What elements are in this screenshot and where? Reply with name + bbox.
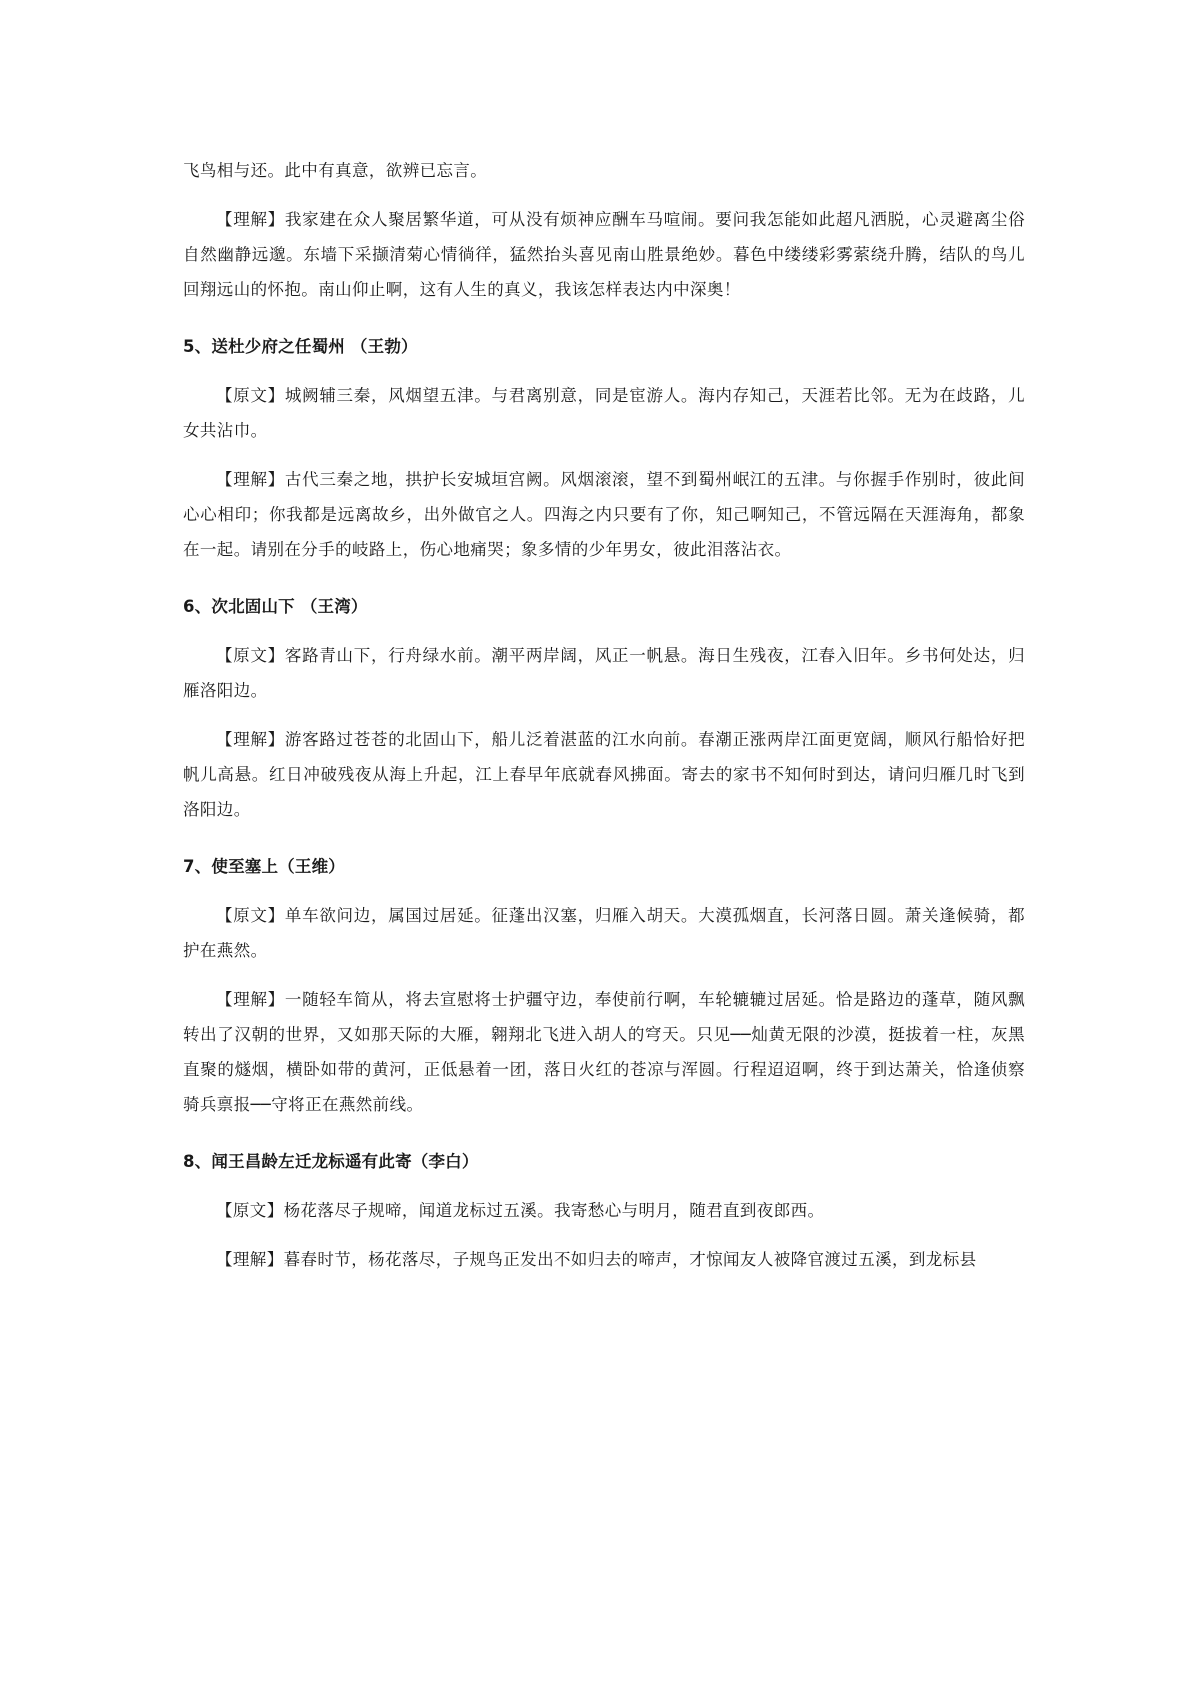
original-paragraph: 【原文】单车欲问边，属国过居延。征蓬出汉塞，归雁入胡天。大漠孤烟直，长河落日圆。萧关逢候骑，都护在燕然。 — [183, 906, 1025, 960]
understanding-paragraph: 【理解】游客路过苍苍的北固山下，船儿泛着湛蓝的江水向前。春潮正涨两岸江面更宽阔，顺风行船恰好把帆儿高悬。红日冲破残夜从海上升起，江上春早年底就春风拂面。寄去的家书不知何时到达，请问归雁几时飞到洛阳边。 — [183, 730, 1025, 819]
original-paragraph: 【原文】杨花落尽子规啼，闻道龙标过五溪。我寄愁心与明月，随君直到夜郎西。 — [216, 1201, 825, 1220]
poem-section-6 — [183, 589, 1025, 827]
understanding-paragraph: 【理解】一随轻车简从，将去宣慰将士护疆守边，奉使前行啊，车轮辘辘过居延。恰是路边的蓬草，随风飘转出了汉朝的世界，又如那天际的大雁，翱翔北飞进入胡人的穹天。只见──灿黄无限的沙漠，挺拔着一柱，灰黑直聚的燧烟，横卧如带的黄河，正低悬着一团，落日火红的苍凉与浑圆。行程迢迢啊，终于到达萧关，恰逢侦察骑兵禀报──守将正在燕然前线。 — [183, 990, 1025, 1114]
original-paragraph: 【原文】客路青山下，行舟绿水前。潮平两岸阔，风正一帆悬。海日生残夜，江春入旧年。乡书何处达，归雁洛阳边。 — [183, 646, 1025, 700]
poem-section-7 — [183, 849, 1025, 1122]
understanding-paragraph: 【理解】古代三秦之地，拱护长安城垣宫阙。风烟滚滚，望不到蜀州岷江的五津。与你握手作别时，彼此间心心相印；你我都是远离故乡，出外做官之人。四海之内只要有了你，知己啊知己，不管远隔在天涯海角，都象在一起。请别在分手的岐路上，伤心地痛哭；象多情的少年男女，彼此泪落沾衣。 — [183, 470, 1025, 559]
understanding-paragraph: 【理解】我家建在众人聚居繁华道，可从没有烦神应酬车马喧闹。要问我怎能如此超凡洒脱，心灵避离尘俗自然幽静远邈。东墙下采撷清菊心情徜徉，猛然抬头喜见南山胜景绝妙。暮色中缕缕彩雾萦绕升腾，结队的鸟儿回翔远山的怀抱。南山仰止啊，这有人生的真义，我该怎样表达内中深奥！ — [183, 210, 1025, 299]
original-paragraph: 【原文】城阙辅三秦，风烟望五津。与君离别意，同是宦游人。海内存知己，天涯若比邻。无为在歧路，儿女共沾巾。 — [183, 386, 1025, 440]
poem-section-8 — [183, 1144, 1025, 1277]
poem-section-5 — [183, 329, 1025, 567]
document-body — [183, 153, 1025, 1277]
section-title: 7、使至塞上（王维） — [183, 857, 345, 876]
section-title: 6、次北固山下 （王湾） — [183, 597, 368, 616]
understanding-paragraph: 【理解】暮春时节，杨花落尽，子规鸟正发出不如归去的啼声，才惊闻友人被降官渡过五溪，到龙标县 — [216, 1250, 977, 1269]
section-title: 5、送杜少府之任蜀州 （王勃） — [183, 337, 418, 356]
poem-continuation: 飞鸟相与还。此中有真意，欲辨已忘言。 — [183, 161, 488, 180]
section-title: 8、闻王昌龄左迁龙标遥有此寄（李白） — [183, 1152, 479, 1171]
